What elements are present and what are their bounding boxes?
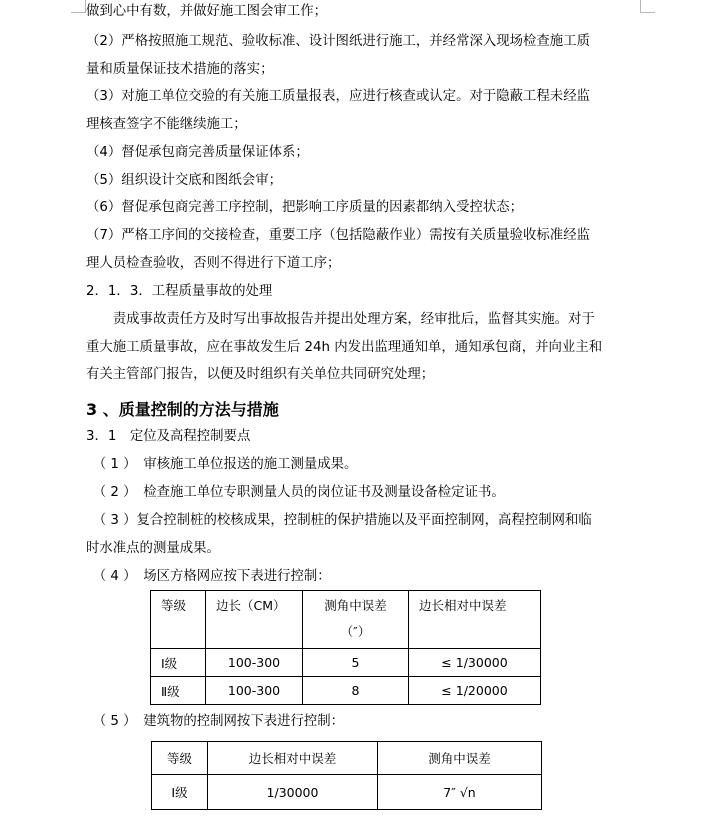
table-header-row	[151, 591, 541, 649]
text-line: （3）对施工单位交验的有关施工质量报表，应进行核查或认定。对于隐蔽工程未经监	[86, 89, 590, 104]
text-line: （ 4 ） 场区方格网应按下表进行控制：	[86, 569, 331, 584]
text-line: （2）严格按照施工规范、验收标准、设计图纸进行施工，并经常深入现场检查施工质	[86, 34, 590, 49]
table-header-cell: 边长相对中误差	[208, 742, 378, 775]
text-line: 做到心中有数，并做好施工图会审工作；	[86, 4, 328, 19]
text-line: 有关主管部门报告，以便及时组织有关单位共同研究处理；	[86, 367, 435, 382]
table-cell: 7″ √n	[378, 775, 542, 810]
text-line: 责成事故责任方及时写出事故报告并提出处理方案，经审批后，监督其实施。对于	[86, 312, 595, 327]
table-header-cell: 等级	[151, 591, 206, 649]
section-heading-3-1: 3．1 定位及高程控制要点	[86, 429, 251, 444]
text-line: 理人员检查验收，否则不得进行下道工序；	[86, 256, 341, 271]
section-heading-2-1-3: 2．1．3．工程质量事故的处理	[86, 284, 273, 299]
section-heading-3: 3 、质量控制的方法与措施	[86, 400, 279, 419]
table-header-row	[152, 742, 542, 775]
page-corner-mark-left	[71, 0, 86, 13]
table-header-cell: 边长（CM）	[206, 591, 303, 649]
text-line: 量和质量保证技术措施的落实；	[86, 62, 274, 77]
table-cell: ≤ 1/30000	[409, 649, 541, 677]
table-header-cell: 边长相对中误差	[409, 591, 541, 649]
text-line: 时水准点的测量成果。	[86, 541, 220, 556]
table-cell: 5	[303, 649, 409, 677]
building-control-table	[151, 741, 542, 810]
grid-control-table	[150, 590, 541, 705]
table-header-cell	[303, 591, 409, 649]
table-row	[152, 775, 542, 810]
text-line: （ 5 ） 建筑物的控制网按下表进行控制：	[86, 714, 345, 729]
table-cell: Ⅰ级	[152, 775, 208, 810]
text-line: 理核查签字不能继续施工；	[86, 117, 247, 132]
table-cell: 100-300	[206, 677, 303, 705]
table-cell: 100-300	[206, 649, 303, 677]
text-line: （4）督促承包商完善质量保证体系；	[86, 145, 309, 160]
table-cell: Ⅱ级	[151, 677, 206, 705]
text-line: （ 1 ） 审核施工单位报送的施工测量成果。	[86, 457, 358, 472]
table-cell: 8	[303, 677, 409, 705]
text-line: （5）组织设计交底和图纸会审；	[86, 173, 282, 188]
table-header-label: 测角中误差	[324, 598, 387, 613]
table-row	[151, 677, 541, 705]
table-cell: 1/30000	[208, 775, 378, 810]
table-cell: ≤ 1/20000	[409, 677, 541, 705]
text-line: （7）严格工序间的交接检查，重要工序（包括隐蔽作业）需按有关质量验收标准经监	[86, 228, 590, 243]
table-header-cell: 等级	[152, 742, 208, 775]
table-cell: Ⅰ级	[151, 649, 206, 677]
text-line: （ 2 ） 检查施工单位专职测量人员的岗位证书及测量设备检定证书。	[86, 485, 505, 500]
text-line: （ 3 ）复合控制桩的校核成果，控制桩的保护措施以及平面控制网，高程控制网和临	[86, 513, 592, 528]
table-header-unit: （″）	[340, 624, 371, 639]
text-line: （6）督促承包商完善工序控制，把影响工序质量的因素都纳入受控状态；	[86, 200, 524, 215]
table-row	[151, 649, 541, 677]
text-line: 重大施工质量事故，应在事故发生后 24h 内发出监理通知单，通知承包商，并向业主和	[86, 340, 603, 355]
table-header-cell: 测角中误差	[378, 742, 542, 775]
